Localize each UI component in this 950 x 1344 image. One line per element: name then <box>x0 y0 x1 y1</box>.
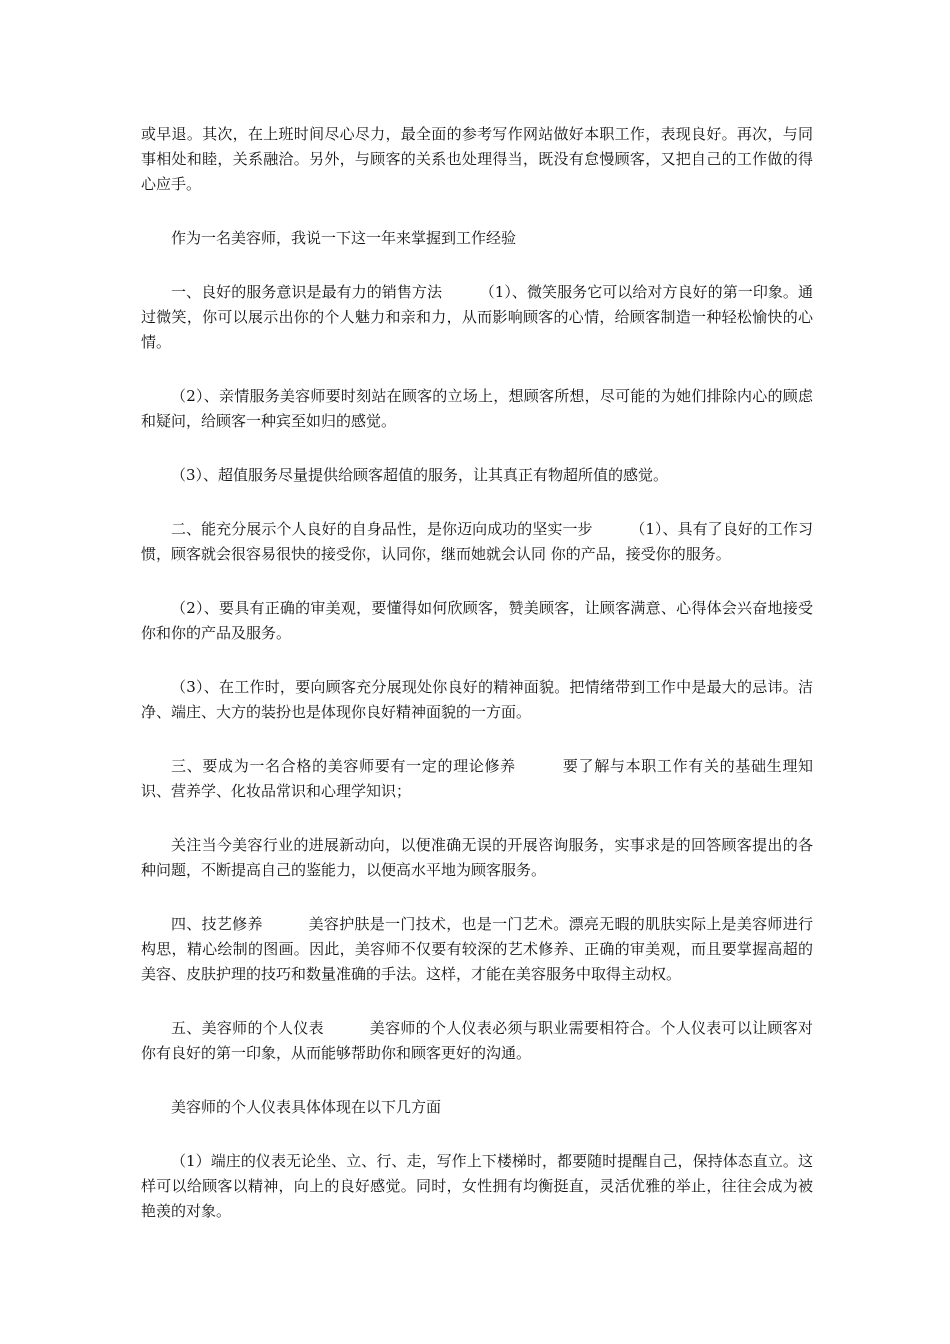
paragraph: 五、美容师的个人仪表 美容师的个人仪表必须与职业需要相符合。个人仪表可以让顾客对你有良好的第一印象，从而能够帮助你和顾客更好的沟通。 <box>141 1019 813 1062</box>
paragraph: 美容师的个人仪表具体体现在以下几方面 <box>171 1098 442 1116</box>
paragraph: （2）、要具有正确的审美观，要懂得如何欣顾客，赞美顾客，让顾客满意、心得体会兴奋地接受你和你的产品及服务。 <box>141 599 813 642</box>
paragraph: （2）、亲情服务美容师要时刻站在顾客的立场上，想顾客所想，尽可能的为她们排除内心的顾虑和疑问，给顾客一种宾至如归的感觉。 <box>141 387 813 430</box>
paragraph: （1）端庄的仪表无论坐、立、行、走，写作上下楼梯时，都要随时提醒自己，保持体态直立。这样可以给顾客以精神，向上的良好感觉。同时，女性拥有均衡挺直，灵活优雅的举止，往往会成为被艳羡的对象。 <box>141 1152 813 1220</box>
paragraph: 一、良好的服务意识是最有力的销售方法 （1）、微笑服务它可以给对方良好的第一印象。通过微笑，你可以展示出你的个人魅力和亲和力，从而影响顾客的心情，给顾客制造一种轻松愉快的心情。 <box>141 283 813 351</box>
paragraph: 二、能充分展示个人良好的自身品性，是你迈向成功的坚实一步 （1）、具有了良好的工作习惯，顾客就会很容易很快的接受你，认同你，继而她就会认同 你的产品，接受你的服务。 <box>141 520 813 563</box>
paragraph: 或早退。其次，在上班时间尽心尽力，最全面的参考写作网站做好本职工作，表现良好。再次，与同事相处和睦，关系融洽。另外，与顾客的关系也处理得当，既没有怠慢顾客，又把自己的工作做的得心应手。 <box>141 125 813 193</box>
paragraph: （3）、超值服务尽量提供给顾客超值的服务，让其真正有物超所值的感觉。 <box>171 466 669 484</box>
paragraph: 四、技艺修养 美容护肤是一门技术，也是一门艺术。漂亮无暇的肌肤实际上是美容师进行构思，精心绘制的图画。因此，美容师不仅要有较深的艺术修养、正确的审美观，而且要掌握高超的美容、皮肤护理的技巧和数量准确的手法。这样，才能在美容服务中取得主动权。 <box>141 915 813 983</box>
paragraph: 关注当今美容行业的进展新动向，以便准确无误的开展咨询服务，实事求是的回答顾客提出的各种问题，不断提高自己的鉴能力，以便高水平地为顾客服务。 <box>141 836 813 879</box>
document-body <box>141 122 813 1253</box>
paragraph: 三、要成为一名合格的美容师要有一定的理论修养 要了解与本职工作有关的基础生理知识、营养学、化妆品常识和心理学知识； <box>141 757 813 800</box>
paragraph: 作为一名美容师，我说一下这一年来掌握到工作经验 <box>171 229 517 247</box>
paragraph: （3）、在工作时，要向顾客充分展现处你良好的精神面貌。把情绪带到工作中是最大的忌讳。洁净、端庄、大方的装扮也是体现你良好精神面貌的一方面。 <box>141 678 813 721</box>
